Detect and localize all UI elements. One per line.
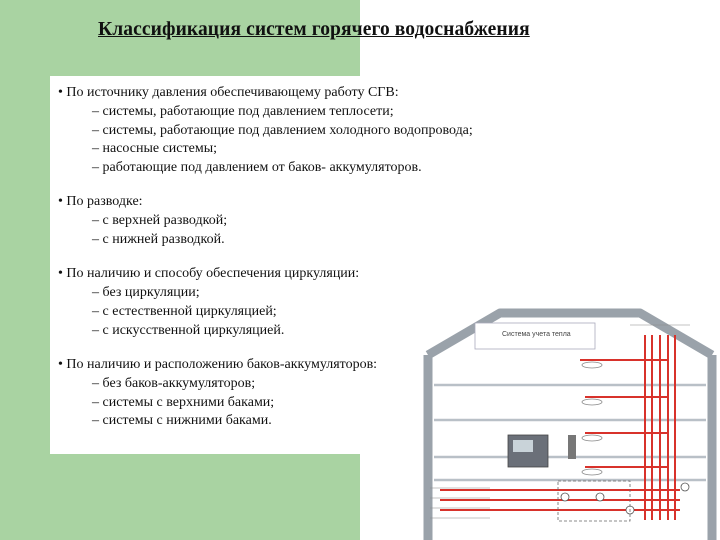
list-item: – с искусственной циркуляцией. <box>58 322 473 341</box>
list-item: – системы с верхними баками; <box>58 394 473 413</box>
list-item: – насосные системы; <box>58 140 473 159</box>
list-item: – с естественной циркуляцией; <box>58 303 473 322</box>
list-item: – с верхней разводкой; <box>58 212 473 231</box>
section-heading: • По наличию и способу обеспечения циркуляции: <box>58 265 473 284</box>
list-item: – системы, работающие под давлением теплосети; <box>58 103 473 122</box>
section-pressure-source <box>58 84 473 178</box>
list-item: – системы с нижними баками. <box>58 412 473 431</box>
section-heading: • По источнику давления обеспечивающему работу СГВ: <box>58 84 473 103</box>
section-heading: • По наличию и расположению баков-аккумуляторов: <box>58 356 473 375</box>
section-tanks <box>58 356 473 431</box>
list-item: – без циркуляции; <box>58 284 473 303</box>
slide-title: Классификация систем горячего водоснабжения <box>98 19 530 40</box>
section-circulation <box>58 265 473 340</box>
hot-water-system-diagram <box>420 305 720 540</box>
classification-list <box>58 84 473 447</box>
list-item: – работающие под давлением от баков- аккумуляторов. <box>58 159 473 178</box>
list-item: – системы, работающие под давлением холодного водопровода; <box>58 122 473 141</box>
diagram-caption: Система учета тепла <box>502 331 571 338</box>
section-heading: • По разводке: <box>58 193 473 212</box>
list-item: – с нижней разводкой. <box>58 231 473 250</box>
list-item: – без баков-аккумуляторов; <box>58 375 473 394</box>
section-distribution <box>58 193 473 249</box>
